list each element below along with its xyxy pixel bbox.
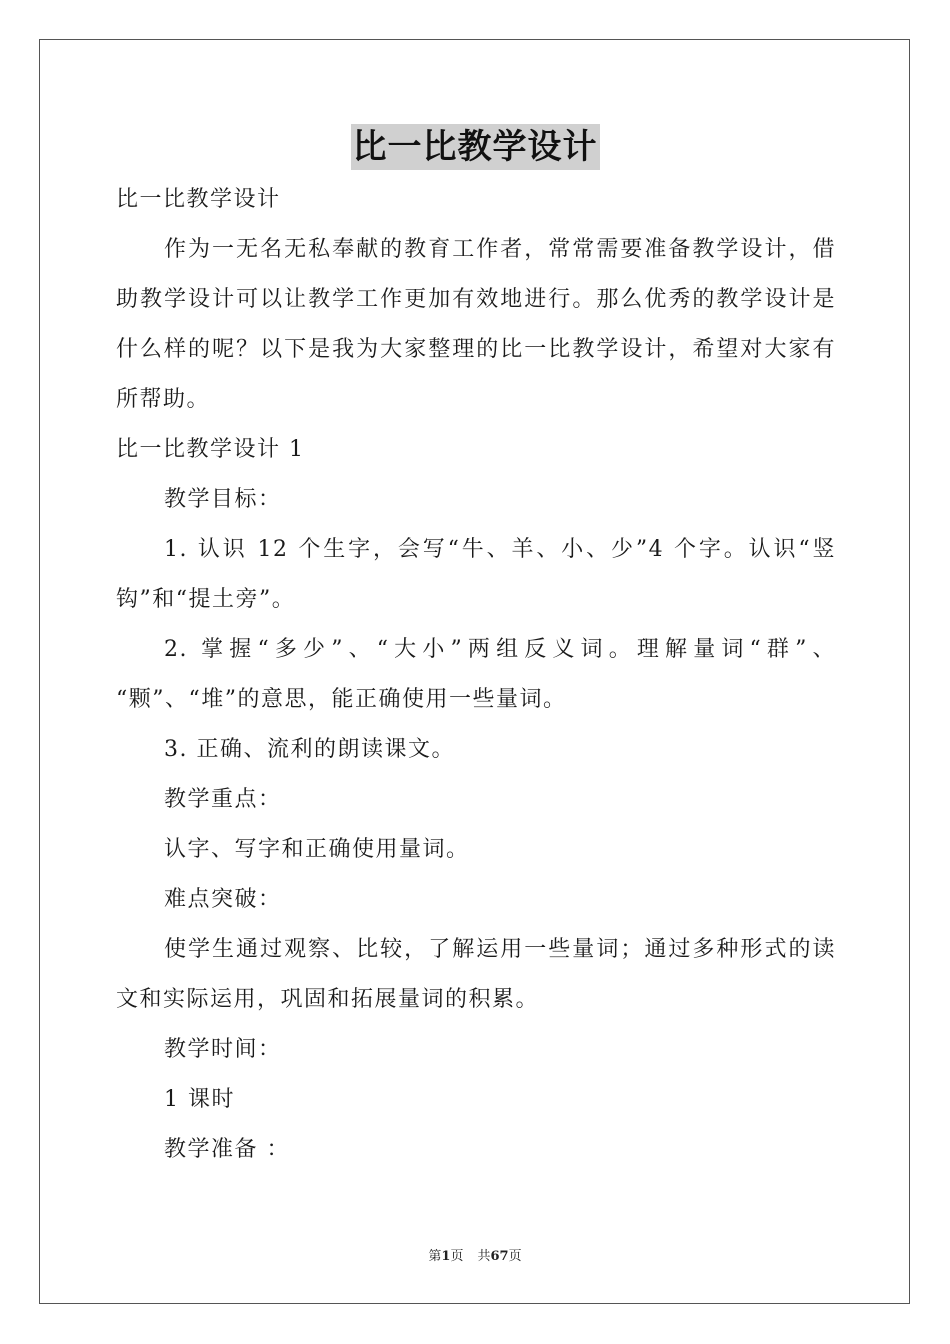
text-line: “颗”、“堆”的意思，能正确使用一些量词。 [116,687,567,712]
text-line: 教学目标： [164,487,282,512]
footer-page-label: 页 [450,1249,464,1264]
text-line: 什么样的呢？以下是我为大家整理的比一比教学设计，希望对大家有 [116,337,836,362]
text-line: 比一比教学设计 1 [116,437,305,462]
page-footer [0,1248,950,1266]
text-line: 钩”和“提土旁”。 [116,587,296,612]
title-container [0,124,950,170]
footer-total-prefix: 共 [477,1249,491,1264]
text-line: 文和实际运用，巩固和拓展量词的积累。 [116,987,540,1012]
footer-page-number: 1 [441,1249,451,1264]
text-line: 教学准备 ： [164,1137,290,1162]
footer-suffix: 页 [508,1249,522,1264]
text-line: 教学时间： [164,1037,282,1062]
text-line: 1 课时 [164,1087,235,1112]
text-line: 教学重点： [164,787,282,812]
text-line: 1. 认识 12 个生字，会写“牛、羊、小、少”4 个字。认识“竖 [164,537,836,562]
document-body [116,175,836,1175]
text-line: 作为一无名无私奉献的教育工作者，常常需要准备教学设计，借 [164,237,836,262]
footer-prefix: 第 [428,1249,442,1264]
text-line: 难点突破： [164,887,282,912]
text-line: 比一比教学设计 [116,187,281,212]
text-line: 3. 正确、流利的朗读课文。 [164,737,455,762]
document-title: 比一比教学设计 [351,124,600,170]
text-line: 2. 掌握“多少”、“大小”两组反义词。理解量词“群”、 [164,637,836,662]
text-line: 所帮助。 [116,387,211,412]
footer-total-pages: 67 [490,1249,509,1264]
text-line: 认字、写字和正确使用量词。 [164,837,470,862]
text-line: 使学生通过观察、比较，了解运用一些量词；通过多种形式的读 [164,937,836,962]
text-line: 助教学设计可以让教学工作更加有效地进行。那么优秀的教学设计是 [116,287,836,312]
